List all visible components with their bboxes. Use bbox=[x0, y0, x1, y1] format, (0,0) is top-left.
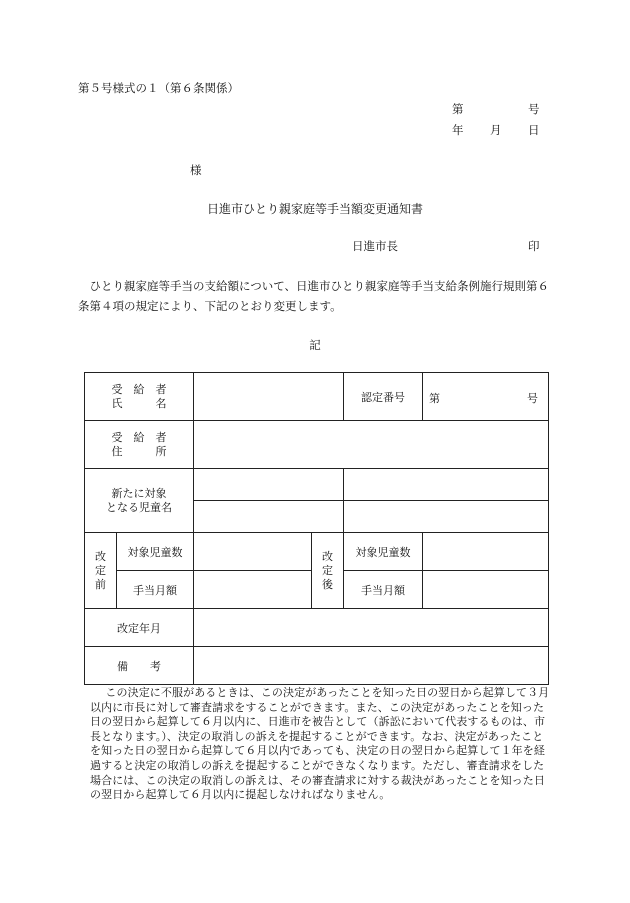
new-child-label-line2: となる児童名 bbox=[106, 500, 172, 514]
document-number-prefix: 第 bbox=[452, 102, 464, 116]
date-year: 年 bbox=[452, 123, 464, 137]
new-child-label bbox=[85, 469, 194, 533]
ki-heading: 記 bbox=[309, 338, 321, 352]
child-count-before-field[interactable] bbox=[194, 533, 312, 571]
date-month: 月 bbox=[490, 123, 502, 137]
before-revision-char-2: 定 bbox=[95, 563, 106, 577]
after-revision-char-2: 定 bbox=[322, 563, 333, 577]
cert-number-label: 認定番号 bbox=[344, 373, 423, 421]
form-number: 第５号様式の１（第６条関係） bbox=[78, 81, 239, 95]
revision-month-label: 改定年月 bbox=[85, 609, 194, 647]
new-child-field-2a[interactable] bbox=[194, 501, 344, 533]
recipient-name-field[interactable] bbox=[194, 373, 344, 421]
recipient-address-label-line2: 住 所 bbox=[111, 444, 167, 458]
document-number-suffix: 号 bbox=[528, 102, 540, 116]
revision-month-field[interactable] bbox=[194, 609, 549, 647]
remarks-label: 備 考 bbox=[85, 647, 194, 685]
new-child-field-1b[interactable] bbox=[344, 469, 549, 501]
cert-number-suffix: 号 bbox=[527, 391, 538, 405]
cert-number-prefix: 第 bbox=[429, 391, 440, 405]
recipient-name-label-line2: 氏 名 bbox=[111, 396, 167, 410]
details-table bbox=[84, 372, 549, 685]
before-revision-char-1: 改 bbox=[95, 549, 106, 563]
after-revision-char-1: 改 bbox=[322, 549, 333, 563]
table-row bbox=[85, 533, 549, 571]
recipient-address-label bbox=[85, 421, 194, 469]
after-revision-label bbox=[312, 533, 344, 609]
date-day: 日 bbox=[528, 123, 540, 137]
recipient-name-label-line1: 受 給 者 bbox=[111, 382, 167, 396]
cert-number-field[interactable] bbox=[423, 373, 549, 421]
new-child-field-1a[interactable] bbox=[194, 469, 344, 501]
body-text: ひとり親家庭等手当の支給額について、日進市ひとり親家庭等手当支給条例施行規則第６条第４項の規定により、下記のとおり変更します。 bbox=[78, 279, 550, 313]
recipient-address-field[interactable] bbox=[194, 421, 549, 469]
table-row bbox=[85, 647, 549, 685]
table-row bbox=[85, 421, 549, 469]
monthly-amount-after-field[interactable] bbox=[423, 571, 549, 609]
remarks-field[interactable] bbox=[194, 647, 549, 685]
new-child-field-2b[interactable] bbox=[344, 501, 549, 533]
table-row bbox=[85, 469, 549, 501]
recipient-address-label-line1: 受 給 者 bbox=[111, 430, 167, 444]
child-count-after-field[interactable] bbox=[423, 533, 549, 571]
table-row bbox=[85, 373, 549, 421]
addressee-suffix: 様 bbox=[190, 163, 202, 177]
monthly-amount-after-label: 手当月額 bbox=[344, 571, 423, 609]
before-revision-char-3: 前 bbox=[95, 577, 106, 591]
body-paragraph bbox=[78, 276, 558, 316]
before-revision-label bbox=[85, 533, 117, 609]
appeal-notice-text: この決定に不服があるときは、この決定があったことを知った日の翌日から起算して３月以内に市長に対して審査請求をすることができます。また、この決定があったことを知った日の翌日から起算して６月以内に、日進市を被告として（訴訟において代表するものは、市長となります。）、決定の取消しの訴えを提起することができます。なお、決定があったことを知った日の翌日から起算して６月以内であっても、決定の日の翌日から起算して１年を経過すると決定の取消しの訴えを提起することができなくなります。ただし、審査請求をした場合には、この決定の取消しの訴えは、その審査請求に対する裁決があったことを知った日の翌日から起算して６月以内に提起しなければなりません。 bbox=[90, 686, 550, 802]
monthly-amount-before-field[interactable] bbox=[194, 571, 312, 609]
table-row bbox=[85, 609, 549, 647]
new-child-label-line1: 新たに対象 bbox=[111, 486, 167, 500]
after-revision-char-3: 後 bbox=[322, 577, 333, 591]
appeal-notice bbox=[90, 686, 550, 803]
child-count-before-label: 対象児童数 bbox=[117, 533, 194, 571]
issuer-name: 日進市長 bbox=[352, 239, 398, 253]
child-count-after-label: 対象児童数 bbox=[344, 533, 423, 571]
monthly-amount-before-label: 手当月額 bbox=[117, 571, 194, 609]
document-title: 日進市ひとり親家庭等手当額変更通知書 bbox=[206, 202, 423, 216]
recipient-name-label bbox=[85, 373, 194, 421]
seal-mark: 印 bbox=[528, 239, 540, 253]
